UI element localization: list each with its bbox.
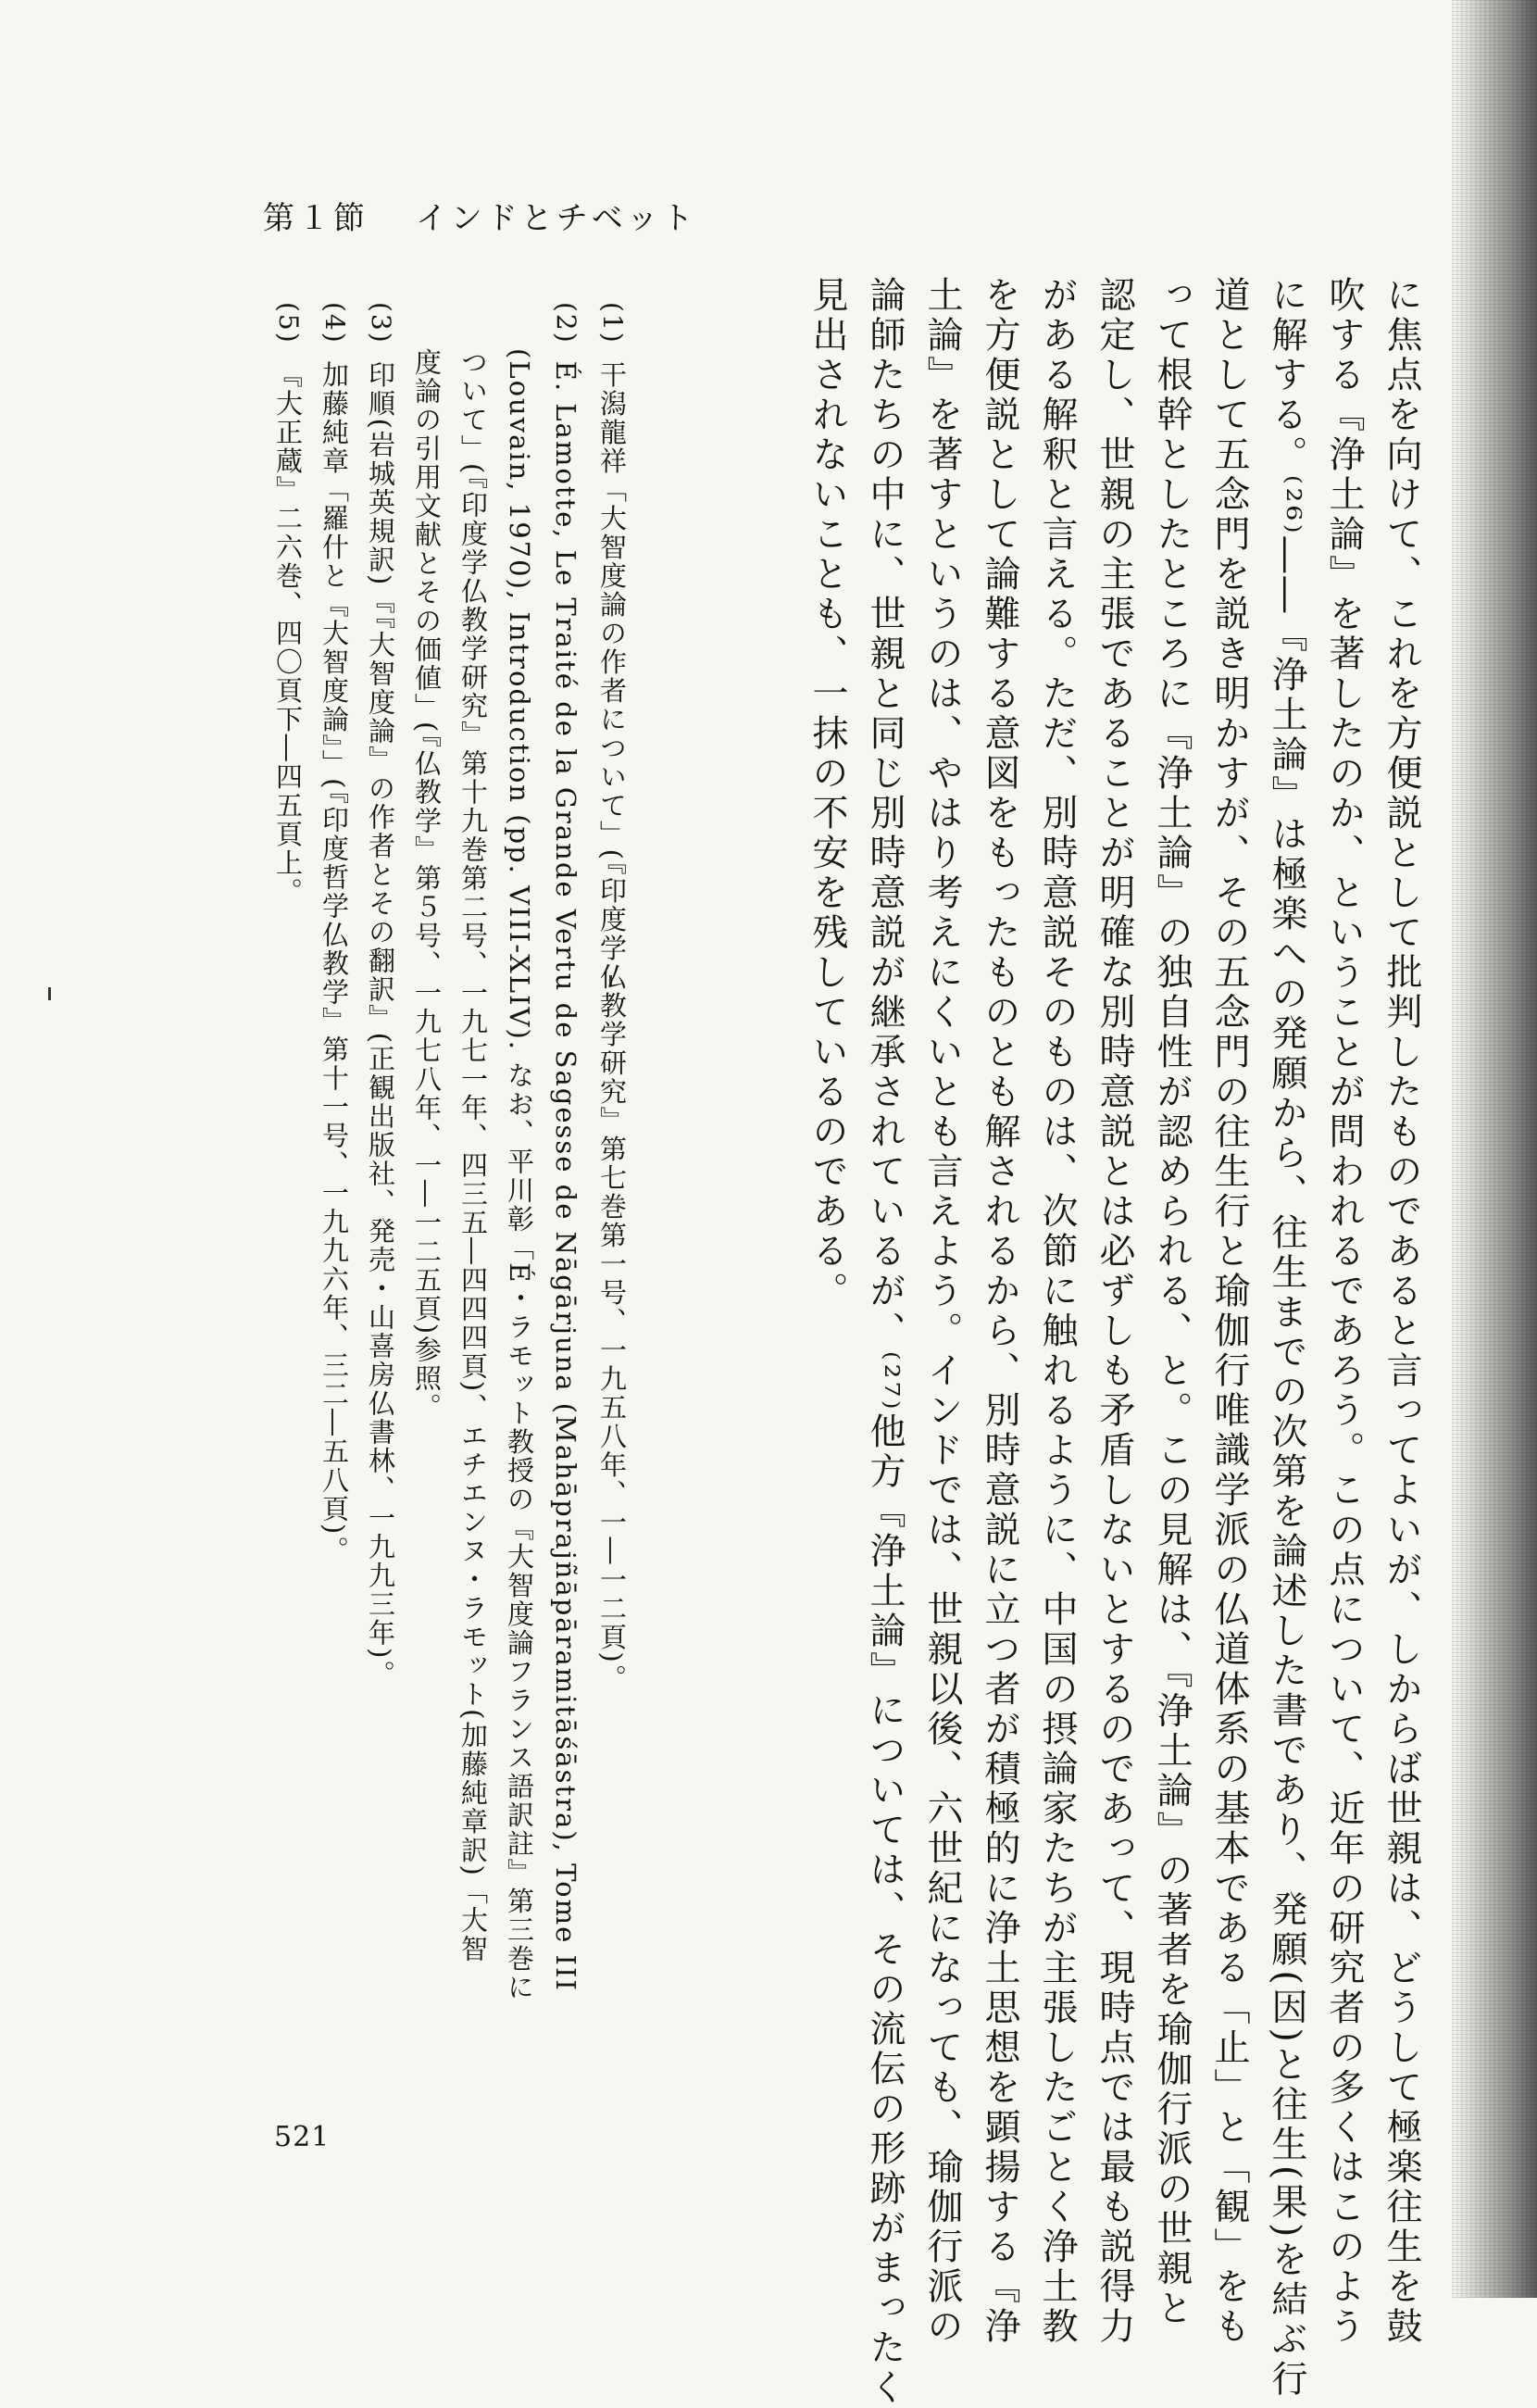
body-line: って根幹としたところに『浄土論』の独自性が認められる、と。この見解は、『浄土論』の著者を瑜伽行派の世親と: [1151, 276, 1193, 2329]
footnote-continuation: [411, 348, 443, 1423]
footnote-text: 度論の引用文献とその価値」(『仏教学』第５号、一九七八年、一―一二五頁)参照。: [411, 348, 443, 1423]
footnote: [319, 302, 350, 1565]
footnote-text: (Louvain, 1970), Introduction (pp. VIII-XLIV). なお、平川彰「É・ラモット教授の『大智度論フランス語訳註』第三巻に: [504, 348, 535, 2002]
body-line: に解する。⁽²⁶⁾――『浄土論』は極楽への発願から、往生までの次第を論述した書であり、発願(因)と往生(果)を結ぶ行: [1266, 276, 1307, 2401]
body-line: 吹する『浄土論』を著したのか、ということが問われるであろう。この点について、近年の研究者の多くはこのよう: [1323, 276, 1365, 2347]
body-line: がある解釈と言える。ただ、別時意説そのものは、次節に触れるように、中国の摂論家たちが主張したごとく浄土教: [1036, 276, 1078, 2347]
body-line: 認定し、世親の主張であることが明確な別時意説とは必ずしも矛盾しないとするのであって、現時点では最も説得力: [1093, 276, 1135, 2347]
section-title: インドとチベット: [415, 200, 697, 237]
body-line: 論師たちの中に、世親と同じ別時意説が継承されているが、⁽²⁷⁾他方『浄土論』については、その流伝の形跡がまったく: [864, 276, 906, 2408]
footnote-number: (2): [551, 302, 581, 345]
book-gutter-shadow: [1452, 0, 1537, 2298]
footnote-text: 『大正蔵』二六巻、四〇頁下―四五頁上。: [272, 360, 304, 907]
body-line: 道として五念門を説き明かすが、その五念門の往生行と瑜伽行唯識学派の仏道体系の基本である「止」と「観」をも: [1208, 276, 1250, 2347]
footnote-continuation: [504, 348, 535, 2002]
footnote-text: É. Lamotte, Le Traité de la Grande Vertu de Sagesse de Nāgārjuna (Mahāprajñāpāramitāśāstra), Tome III: [550, 360, 581, 1992]
footnote-number: (3): [366, 302, 396, 345]
footnote-number: (5): [273, 302, 304, 345]
body-line: に焦点を向けて、これを方便説として批判したものであると言ってよいが、しからば世親は、どうして極楽往生を鼓: [1381, 276, 1422, 2347]
footnote: [596, 302, 628, 1693]
footnote: [552, 302, 579, 1992]
section-number: 第１節: [263, 200, 369, 237]
body-line: 見出されないことも、一抹の不安を残しているのである。: [806, 276, 848, 1311]
footnote-number: (4): [319, 302, 350, 345]
body-line: を方便説として論難する意図をもったものとも解されるから、別時意説に立つ者が積極的に浄土思想を顕揚する『浄: [979, 276, 1020, 2347]
footnote: [272, 302, 304, 907]
body-line: 土論』を著すというのは、やはり考えにくいとも言えよう。インドでは、世親以後、六世紀になっても、瑜伽行派の: [921, 276, 963, 2347]
running-header: [263, 193, 697, 238]
scan-speck: [48, 987, 51, 1000]
footnote-text: 印順(岩城英規訳)『『大智度論』の作者とその翻訳』(正観出版社、発売・山喜房仏書林、一九九三年)。: [365, 360, 396, 1689]
footnote: [367, 302, 394, 1688]
footnote-continuation: [457, 348, 489, 1963]
footnote-text: ついて」(『印度学仏教学研究』第十九巻第二号、一九七一年、四三五―四四四頁)、エチエンヌ・ラモット(加藤純章訳)「大智: [457, 348, 489, 1963]
footnote-text: 干潟龍祥「大智度論の作者について」(『印度学仏教学研究』第七巻第一号、一九五八年、一―一二頁)。: [596, 360, 628, 1693]
page-number: 521: [274, 2121, 331, 2153]
footnote-number: (1): [597, 302, 628, 345]
footnote-text: 加藤純章「羅什と『大智度論』」(『印度哲学仏教学』第十一号、一九九六年、三二―五八頁)。: [319, 360, 350, 1565]
